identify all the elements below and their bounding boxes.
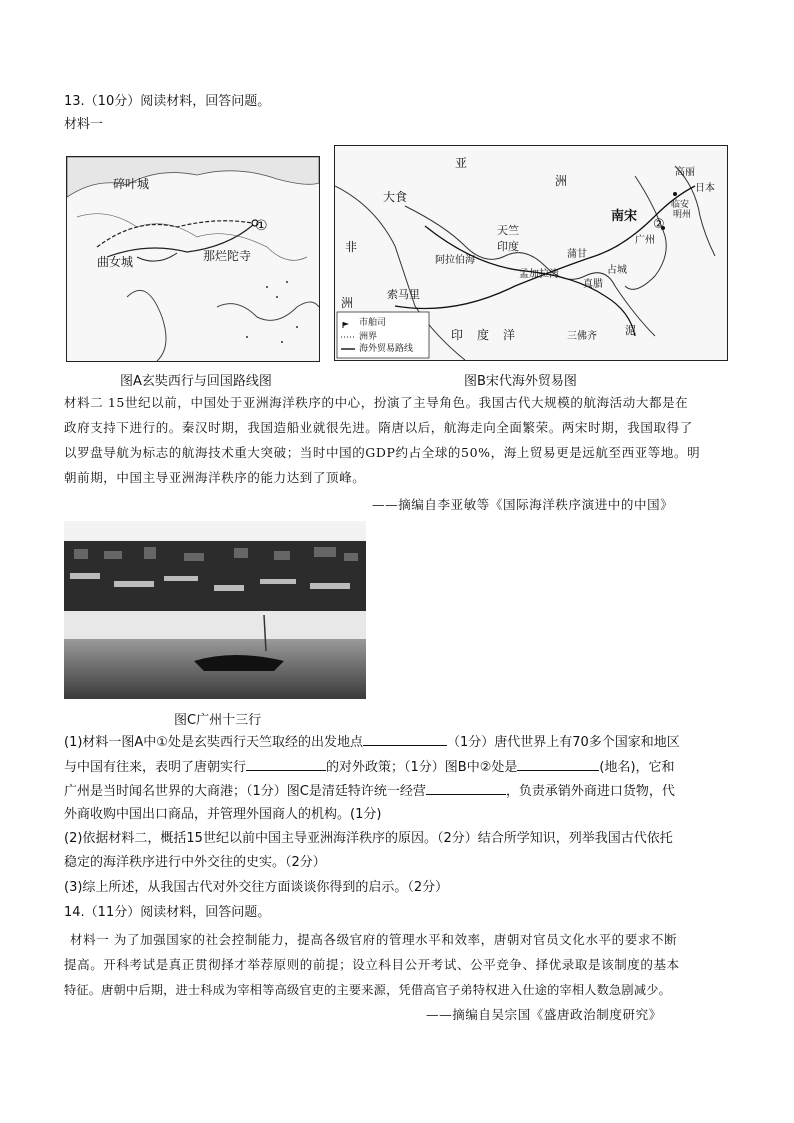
- sub1-text-3b: ，负责承销外商进口货物，代: [505, 784, 675, 799]
- sub1-line-4: 外商收购中国出口商品，并管理外国商人的机构。(1分): [64, 807, 382, 822]
- marker-1: ①: [255, 218, 268, 234]
- label-bonian: 泥: [625, 324, 636, 337]
- q13-header: 13.（10分）阅读材料，回答问题。: [64, 94, 271, 109]
- legend-route: 海外贸易路线: [359, 344, 414, 354]
- material2-source: ——摘编自李亚敏等《国际海洋秩序演进中的中国》: [372, 497, 674, 512]
- map-a-caption: 图A玄奘西行与回国路线图: [120, 374, 272, 389]
- answer-blank-1[interactable]: [363, 733, 447, 746]
- label-nansong: 南宋: [611, 209, 638, 224]
- label-mingzhou: 明州: [673, 210, 692, 220]
- photo-c-caption: 图C广州十三行: [174, 713, 262, 728]
- material2-line-4: 朝前期，中国主导亚洲海洋秩序的能力达到了顶峰。: [64, 470, 366, 485]
- material2-line-3: 以罗盘导航为标志的航海技术重大突破；当时中国的GDP约占全球的50%，海上贸易更是远航至西亚等地。明: [64, 445, 701, 460]
- sub1-text-2b: 的对外政策；（1分）图B中②处是: [326, 760, 518, 775]
- q14-material1-source: ——摘编自吴宗国《盛唐政治制度研究》: [426, 1007, 662, 1022]
- label-yindu: 印度: [497, 240, 519, 253]
- label-pugan: 蒲甘: [567, 249, 587, 260]
- map-b-caption: 图B宋代海外贸易图: [464, 374, 577, 389]
- label-yinduyang: 印度洋: [451, 328, 530, 342]
- label-suiye: 碎叶城: [113, 177, 150, 191]
- label-fei: 非: [345, 240, 358, 254]
- sub2-line-2: 稳定的海洋秩序进行中外交往的史实。（2分）: [64, 855, 326, 870]
- label-zhenla: 真腊: [583, 279, 603, 290]
- sub1-text-2a: 与中国有往来，表明了唐朝实行: [64, 760, 247, 775]
- material2-line-1: 材料二 15世纪以前，中国处于亚洲海洋秩序的中心，扮演了主导角色。我国古代大规模的航海活动大都是在: [64, 395, 689, 410]
- material1-label: 材料一: [64, 117, 104, 132]
- sub1-line-2: [64, 758, 675, 777]
- label-zhou: 洲: [555, 174, 568, 188]
- label-sanfoqi: 三佛齐: [567, 331, 597, 342]
- answer-blank-3[interactable]: [517, 758, 599, 771]
- legend-zhoujie: 洲界: [359, 332, 378, 342]
- photo-c: [64, 521, 366, 699]
- sub1-text-3a: 广州是当时闻名世界的大商港；（1分）图C是清廷特许统一经营: [64, 784, 426, 799]
- label-songmali: 索马里: [387, 288, 420, 301]
- sub3-line-1: (3)综上所述，从我国古代对外交往方面谈谈你得到的启示。（2分）: [64, 880, 449, 895]
- legend-shibosi: 市舶司: [359, 318, 387, 328]
- label-mengjiala: 孟加拉湾: [519, 269, 559, 280]
- q14-material1-line-3: 特征。唐朝中后期，进士科成为宰相等高级官吏的主要来源，凭借高官子弟特权进入仕途的宰相人数急剧减少。: [64, 983, 671, 997]
- label-ya: 亚: [455, 156, 468, 170]
- sub1-text-1b: （1分）唐代世界上有70多个国家和地区: [446, 735, 680, 750]
- label-tianzhu: 天竺: [497, 224, 519, 237]
- photo-c-drawing: [64, 521, 366, 699]
- map-a: [66, 156, 320, 362]
- sub1-text-2c: (地名)，它和: [599, 760, 675, 775]
- label-guangzhou: 广州: [635, 235, 655, 246]
- label-zhancheng: 占城: [607, 265, 627, 276]
- label-lincheng: 临安: [671, 200, 690, 210]
- sub2-line-1: (2)依据材料二，概括15世纪以前中国主导亚洲海洋秩序的原因。（2分）结合所学知识，列举我国古代依托: [64, 831, 673, 846]
- label-gaoli: 高丽: [675, 167, 695, 178]
- label-riben: 日本: [695, 183, 715, 194]
- answer-blank-4[interactable]: [426, 782, 506, 795]
- marker-2: ②: [653, 217, 665, 232]
- sub1-line-1: [64, 733, 680, 752]
- map-b: [334, 145, 728, 361]
- label-zhou2: 洲: [341, 296, 354, 310]
- label-nalanda: 那烂陀寺: [203, 249, 252, 263]
- label-alabo: 阿拉伯海: [435, 255, 475, 266]
- q14-material1-line-2: 提高。开科考试是真正贯彻择才举荐原则的前提；设立科目公开考试、公平竞争、择优录取是该制度的基本: [64, 957, 680, 972]
- answer-blank-2[interactable]: [246, 758, 326, 771]
- material2-line-2: 政府支持下进行的。秦汉时期，我国造船业就很先进。隋唐以后，航海走向全面繁荣。两宋时期，我国取得了: [64, 420, 693, 435]
- q14-header: 14.（11分）阅读材料，回答问题。: [64, 905, 271, 920]
- label-dashi: 大食: [383, 190, 408, 204]
- map-b-drawing: [335, 146, 727, 360]
- sub1-text-1a: (1)材料一图A中①处是玄奘西行天竺取经的出发地点: [64, 735, 363, 750]
- q14-material1-line-1: 材料一 为了加强国家的社会控制能力，提高各级官府的管理水平和效率，唐朝对官员文化水平的要求不断: [70, 932, 678, 947]
- label-qunv: 曲女城: [97, 255, 134, 269]
- sub1-line-3: [64, 782, 675, 801]
